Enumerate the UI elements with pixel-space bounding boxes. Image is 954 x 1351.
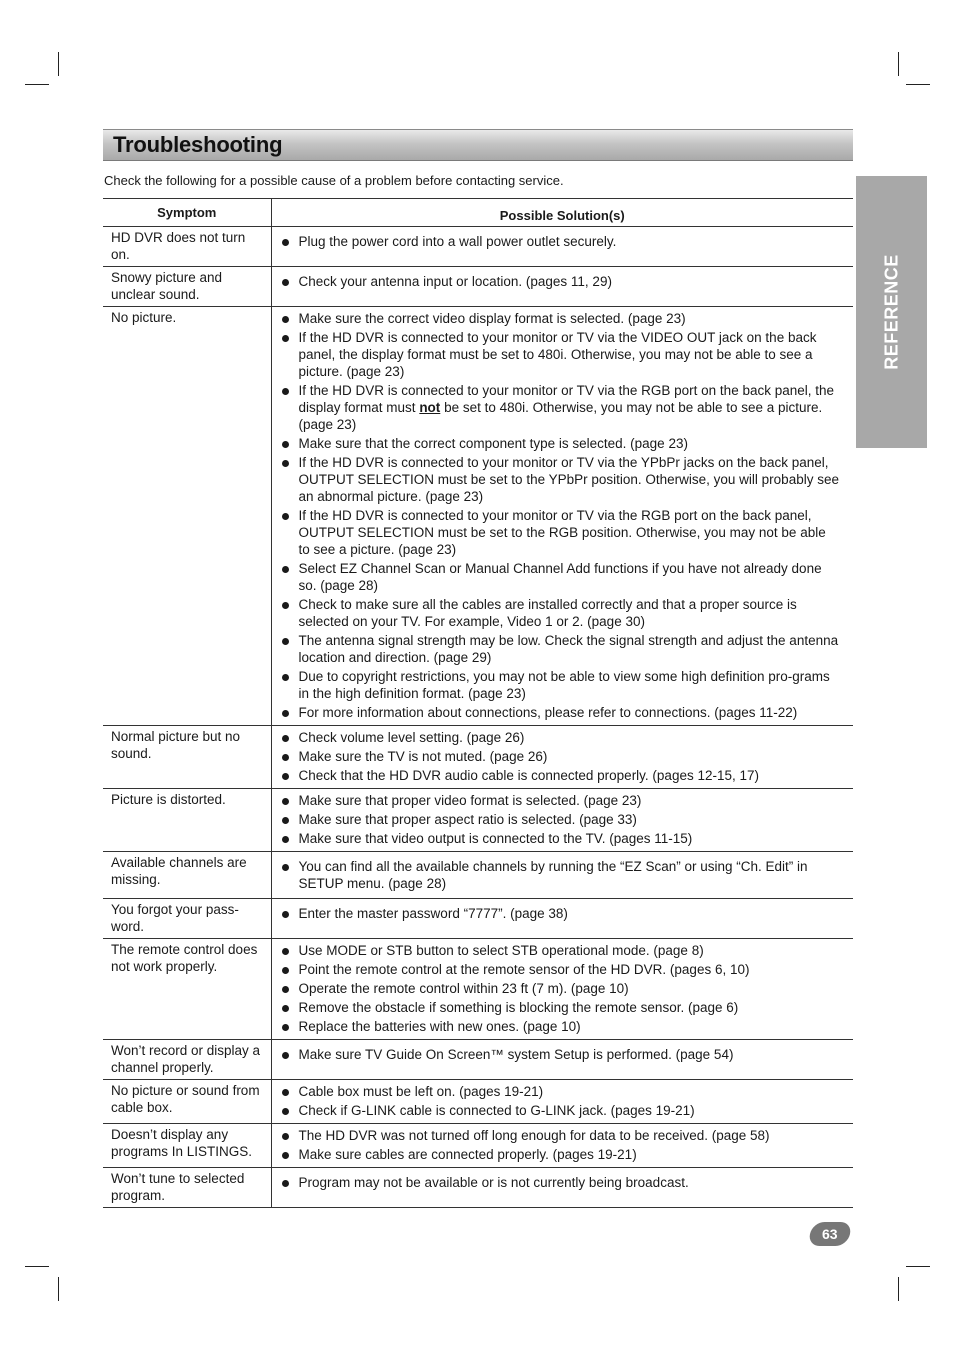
solution-cell: [271, 939, 853, 1040]
symptom-cell: No picture.: [103, 307, 271, 726]
solution-item: Cable box must be left on. (pages 19-21): [282, 1083, 840, 1100]
solution-list: [282, 310, 840, 721]
table-header-row: [103, 199, 853, 227]
solution-list: [282, 729, 840, 784]
solution-item: Make sure that the correct component type is selected. (page 23): [282, 435, 840, 452]
solution-list: [282, 905, 840, 922]
solution-item: Make sure the correct video display format is selected. (page 23): [282, 310, 840, 327]
troubleshooting-table: [103, 198, 853, 1208]
solution-cell: [271, 899, 853, 939]
symptom-cell: Doesn’t display any programs In LISTINGS.: [103, 1124, 271, 1168]
table-row: [103, 939, 853, 1040]
crop-mark: [906, 84, 930, 85]
solution-list: [282, 1046, 840, 1063]
symptom-cell: You forgot your pass-word.: [103, 899, 271, 939]
symptom-cell: No picture or sound from cable box.: [103, 1080, 271, 1124]
solution-item: Plug the power cord into a wall power outlet securely.: [282, 233, 840, 250]
solution-item: Check if G-LINK cable is connected to G-LINK jack. (pages 19-21): [282, 1102, 840, 1119]
solution-item: [282, 382, 840, 433]
page-number: 63: [822, 1226, 838, 1242]
solution-cell: [271, 1080, 853, 1124]
solution-item: Replace the batteries with new ones. (page 10): [282, 1018, 840, 1035]
solution-list: [282, 1174, 840, 1191]
solution-item: Make sure that proper aspect ratio is selected. (page 33): [282, 811, 840, 828]
table-row: [103, 789, 853, 852]
table-row: [103, 227, 853, 267]
page-number-badge: [807, 1222, 852, 1246]
table-row: [103, 852, 853, 899]
symptom-cell: Normal picture but no sound.: [103, 726, 271, 789]
solution-item: Select EZ Channel Scan or Manual Channel Add functions if you have not already done so. (page 28): [282, 560, 840, 594]
intro-text: Check the following for a possible cause of a problem before contacting service.: [104, 173, 564, 188]
solution-item: The HD DVR was not turned off long enough for data to be received. (page 58): [282, 1127, 840, 1144]
crop-mark: [25, 1266, 49, 1267]
title-bar: [103, 129, 853, 161]
solution-item: Make sure cables are connected properly. (pages 19-21): [282, 1146, 840, 1163]
solution-item: If the HD DVR is connected to your monitor or TV via the VIDEO OUT jack on the back panel, the display format must be set to 480i. Otherwise, you may not be able to see a picture. (page 23): [282, 329, 840, 380]
solution-item: Make sure TV Guide On Screen™ system Setup is performed. (page 54): [282, 1046, 840, 1063]
solution-list: [282, 792, 840, 847]
solution-header: Possible Solution(s): [271, 199, 853, 227]
table-row: [103, 1168, 853, 1208]
table-row: [103, 1080, 853, 1124]
solution-text: be set to 480i. Otherwise, you may not be able to see a picture. (page 23): [298, 400, 823, 432]
table-row: [103, 726, 853, 789]
table-row: [103, 307, 853, 726]
solution-item: Check your antenna input or location. (pages 11, 29): [282, 273, 840, 290]
solution-item: Check that the HD DVR audio cable is connected properly. (pages 12-15, 17): [282, 767, 840, 784]
symptom-cell: Won’t tune to selected program.: [103, 1168, 271, 1208]
solution-item: The antenna signal strength may be low. Check the signal strength and adjust the antenna location and direction. (page 29): [282, 632, 840, 666]
solution-list: [282, 233, 840, 250]
symptom-cell: Won’t record or display a channel properly.: [103, 1040, 271, 1080]
symptom-cell: HD DVR does not turn on.: [103, 227, 271, 267]
page-title: Troubleshooting: [113, 132, 283, 157]
table-row: [103, 1040, 853, 1080]
solution-cell: [271, 1040, 853, 1080]
crop-mark: [25, 84, 49, 85]
solution-item: For more information about connections, please refer to connections. (pages 11-22): [282, 704, 840, 721]
symptom-cell: The remote control does not work properly.: [103, 939, 271, 1040]
emphasis-text: not: [419, 400, 441, 415]
solution-list: [282, 1083, 840, 1119]
solution-list: [282, 858, 840, 892]
section-tab: [856, 176, 927, 448]
solution-item: Due to copyright restrictions, you may not be able to view some high definition pro-grams in the high definition format. (page 23): [282, 668, 840, 702]
solution-list: [282, 1127, 840, 1163]
solution-cell: [271, 307, 853, 726]
solution-item: Check volume level setting. (page 26): [282, 729, 840, 746]
crop-mark: [898, 52, 899, 76]
table-row: [103, 899, 853, 939]
solution-item: Operate the remote control within 23 ft (7 m). (page 10): [282, 980, 840, 997]
solution-item: Make sure the TV is not muted. (page 26): [282, 748, 840, 765]
solution-cell: [271, 267, 853, 307]
crop-mark: [58, 52, 59, 76]
crop-mark: [58, 1277, 59, 1301]
table-row: [103, 267, 853, 307]
symptom-cell: Picture is distorted.: [103, 789, 271, 852]
solution-text: If the HD DVR is connected to your monitor or TV via the RGB port on the back panel, the display format must: [298, 383, 835, 415]
solution-item: Use MODE or STB button to select STB operational mode. (page 8): [282, 942, 840, 959]
solution-item: Make sure that proper video format is selected. (page 23): [282, 792, 840, 809]
solution-list: [282, 942, 840, 1035]
table-body: [103, 227, 853, 1208]
solution-cell: [271, 1168, 853, 1208]
section-tab-label: REFERENCE: [881, 254, 901, 370]
crop-mark: [898, 1277, 899, 1301]
symptom-cell: Snowy picture and unclear sound.: [103, 267, 271, 307]
table-row: [103, 1124, 853, 1168]
solution-item: Check to make sure all the cables are installed correctly and that a proper source is selected on your TV. For example, Video 1 or 2. (page 30): [282, 596, 840, 630]
solution-item: You can find all the available channels by running the “EZ Scan” or using “Ch. Edit” in SETUP menu. (page 28): [282, 858, 840, 892]
solution-item: Enter the master password “7777”. (page 38): [282, 905, 840, 922]
solution-cell: [271, 852, 853, 899]
solution-item: If the HD DVR is connected to your monitor or TV via the RGB port on the back panel, OUTPUT SELECTION must be set to the RGB position. Otherwise, you may not be able to see a picture. (page 23): [282, 507, 840, 558]
solution-item: Remove the obstacle if something is blocking the remote sensor. (page 6): [282, 999, 840, 1016]
crop-mark: [906, 1266, 930, 1267]
symptom-header: Symptom: [103, 199, 271, 227]
symptom-cell: Available channels are missing.: [103, 852, 271, 899]
solution-cell: [271, 726, 853, 789]
solution-item: If the HD DVR is connected to your monitor or TV via the YPbPr jacks on the back panel, OUTPUT SELECTION must be set to the YPbPr position. Otherwise, you will probably see an abnormal picture. (page 23): [282, 454, 840, 505]
solution-item: Program may not be available or is not currently being broadcast.: [282, 1174, 840, 1191]
solution-list: [282, 273, 840, 290]
solution-cell: [271, 1124, 853, 1168]
solution-cell: [271, 789, 853, 852]
solution-item: Make sure that video output is connected to the TV. (pages 11-15): [282, 830, 840, 847]
solution-item: Point the remote control at the remote sensor of the HD DVR. (pages 6, 10): [282, 961, 840, 978]
solution-cell: [271, 227, 853, 267]
